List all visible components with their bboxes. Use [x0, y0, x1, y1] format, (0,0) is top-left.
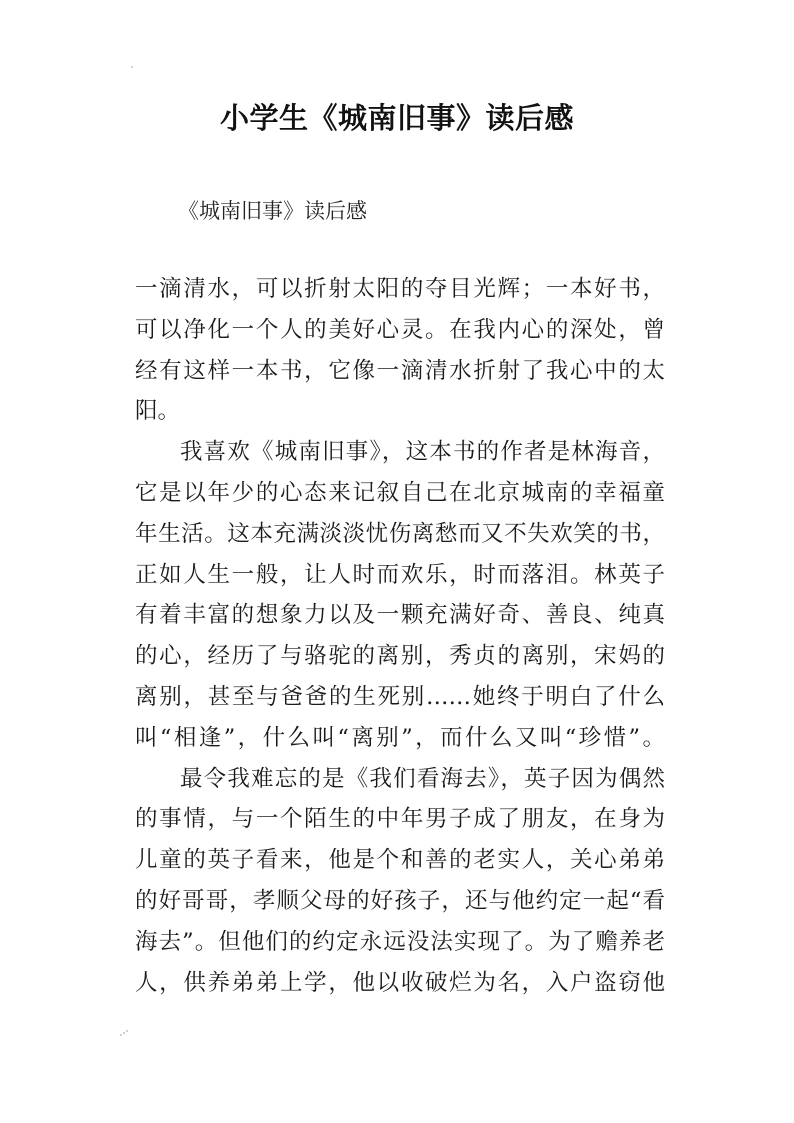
paragraph-1-line-2: 可以净化一个人的美好心灵。在我内心的深处，曾 [135, 316, 665, 343]
paragraph-3-line-2: 的事情，与一个陌生的中年男子成了朋友，在身为 [135, 806, 665, 833]
paragraph-2-line-2: 它是以年少的心态来记叙自己在北京城南的幸福童 [135, 479, 665, 506]
paragraph-3-line-5: 海去”。但他们的约定永远没法实现了。为了赡养老 [135, 928, 665, 955]
paragraph-1-line-1: 一滴清水，可以折射太阳的夺目光辉；一本好书， [135, 276, 665, 302]
paragraph-2-line-7: 离别，甚至与爸爸的生死别……她终于明白了什么 [135, 683, 665, 710]
paragraph-2-line-4: 正如人生一般，让人时而欢乐，时而落泪。林英子 [135, 561, 665, 588]
article-body [135, 269, 665, 1003]
page-title: 小学生《城南旧事》读后感 [219, 101, 574, 135]
paragraph-1-line-4: 阳。 [135, 398, 181, 425]
scan-speck [131, 66, 133, 68]
paragraph-3-line-3: 儿童的英子看来，他是个和善的老实人，关心弟弟 [135, 847, 665, 874]
paragraph-3-line-1: 最令我难忘的是《我们看海去》，英子因为偶然 [180, 765, 665, 792]
paragraph-1-line-3: 经有这样一本书，它像一滴清水折射了我心中的太 [135, 357, 665, 384]
paragraph-2-line-8: 叫“相逢”，什么叫“离别”，而什么又叫“珍惜”。 [135, 724, 665, 751]
paragraph-3-line-4: 的好哥哥，孝顺父母的好孩子，还与他约定一起“看 [135, 887, 665, 914]
paragraph-2-line-5: 有着丰富的想象力以及一颗充满好奇、善良、纯真 [135, 602, 665, 629]
paragraph-3-line-6: 人，供养弟弟上学，他以收破烂为名，入户盗窃他 [135, 969, 665, 996]
document-subtitle: 《城南旧事》读后感 [178, 199, 367, 223]
paragraph-2-line-3: 年生活。这本充满淡淡忧伤离愁而又不失欢笑的书， [135, 520, 665, 547]
paragraph-2-line-1: 我喜欢《城南旧事》，这本书的作者是林海音， [180, 439, 665, 466]
scan-artifact [120, 1030, 130, 1036]
paragraph-2-line-6: 的心，经历了与骆驼的离别，秀贞的离别，宋妈的 [135, 643, 665, 670]
